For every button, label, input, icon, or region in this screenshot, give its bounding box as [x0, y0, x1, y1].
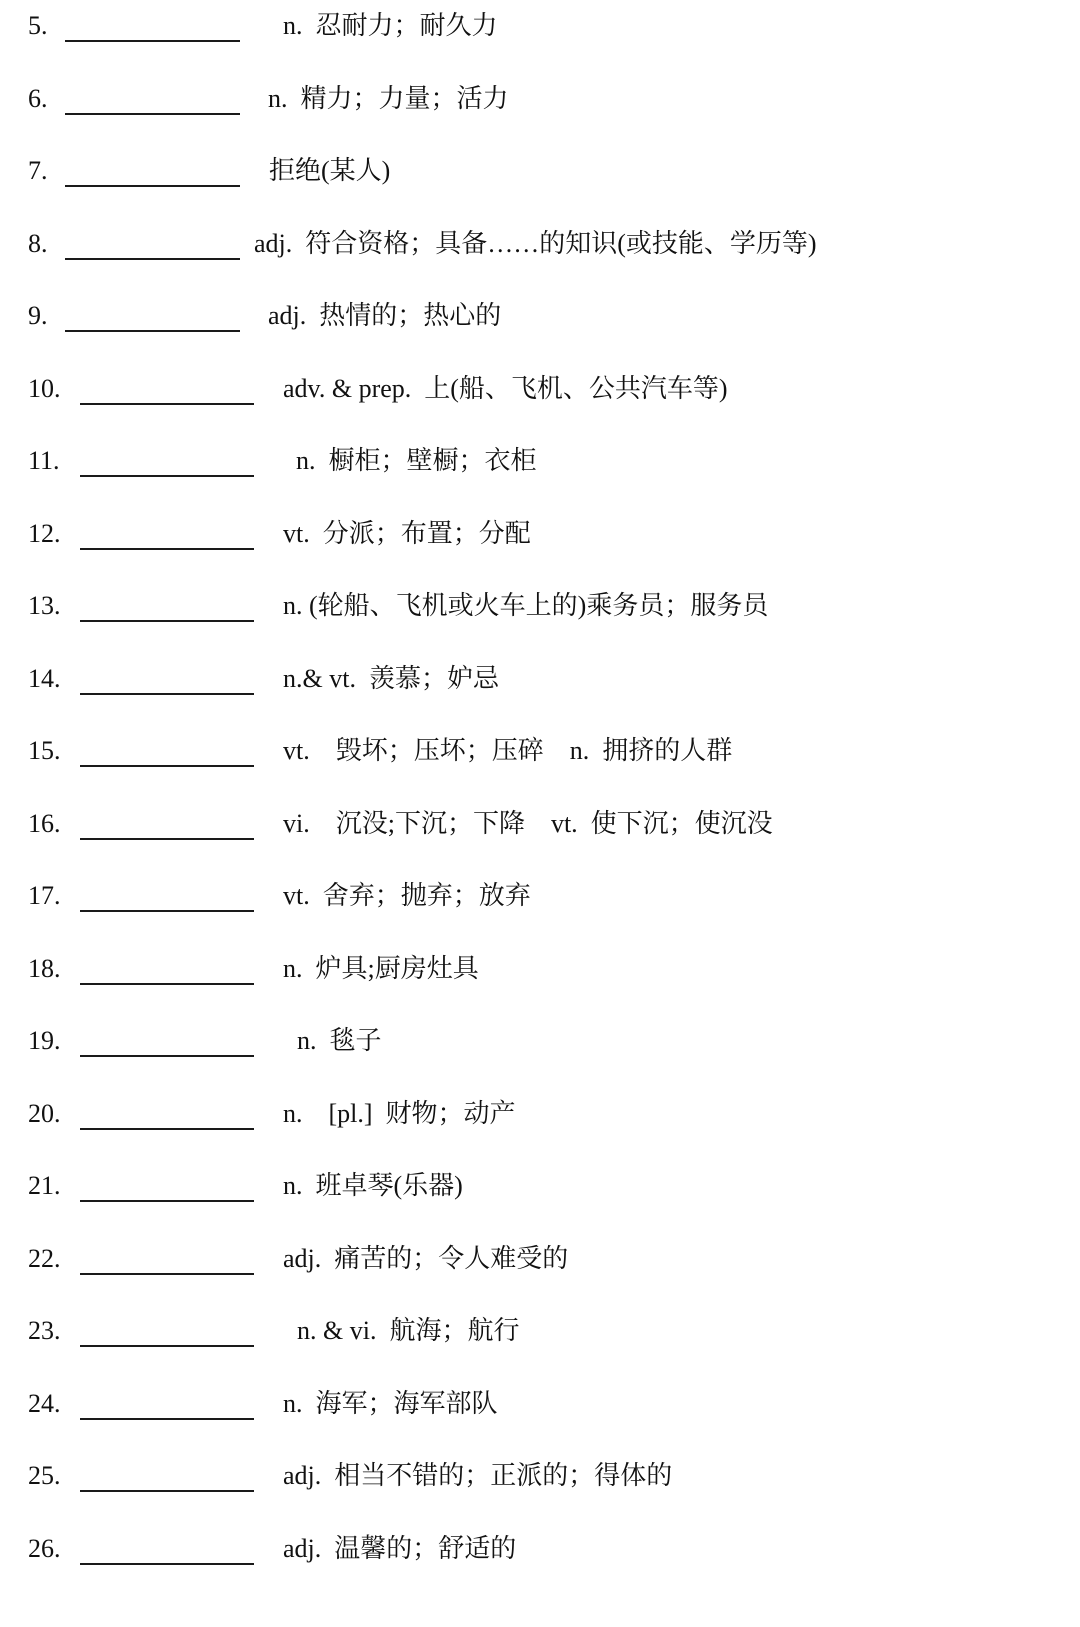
answer-blank[interactable] [65, 113, 240, 115]
vocab-item-row [0, 224, 1080, 264]
answer-blank[interactable] [80, 693, 254, 695]
item-number: 24. [28, 1388, 61, 1418]
item-definition: adj. 温馨的；舒适的 [283, 1533, 517, 1563]
vocab-item-row [0, 6, 1080, 46]
answer-blank[interactable] [80, 1128, 254, 1130]
item-definition: adj. 热情的；热心的 [268, 301, 502, 330]
item-number: 15. [28, 736, 61, 765]
item-definition: 拒绝(某人) [269, 156, 391, 185]
item-number: 12. [28, 518, 61, 548]
vocab-item-row [0, 876, 1080, 916]
vocab-item-row [0, 1239, 1080, 1279]
vocab-item-row [0, 296, 1080, 336]
answer-blank[interactable] [65, 40, 240, 42]
answer-blank[interactable] [80, 1418, 254, 1420]
item-number: 26. [28, 1533, 61, 1563]
answer-blank[interactable] [80, 983, 254, 985]
vocab-item-row [0, 1311, 1080, 1351]
vocab-item-row [0, 79, 1080, 119]
vocab-item-row [0, 1456, 1080, 1496]
answer-blank[interactable] [65, 185, 240, 187]
item-number: 23. [28, 1316, 61, 1345]
vocab-item-row [0, 514, 1080, 554]
vocab-item-row [0, 1529, 1080, 1569]
item-number: 7. [28, 156, 48, 185]
item-number: 22. [28, 1243, 61, 1273]
item-definition: n. 炉具;厨房灶具 [283, 953, 479, 983]
answer-blank[interactable] [80, 548, 254, 550]
item-number: 20. [28, 1098, 61, 1128]
item-number: 13. [28, 591, 61, 620]
item-definition: n. [pl.] 财物；动产 [283, 1098, 516, 1128]
item-definition: vt. 毁坏；压坏；压碎 n. 拥挤的人群 [283, 736, 733, 765]
item-definition: n. 海军；海军部队 [283, 1388, 498, 1418]
vocab-item-row [0, 586, 1080, 626]
item-number: 18. [28, 953, 61, 983]
answer-blank[interactable] [80, 1490, 254, 1492]
answer-blank[interactable] [80, 1200, 254, 1202]
vocab-item-row [0, 804, 1080, 844]
answer-blank[interactable] [80, 1345, 254, 1347]
item-definition: n. 忍耐力；耐久力 [283, 11, 498, 40]
vocab-item-row [0, 1021, 1080, 1061]
answer-blank[interactable] [80, 620, 254, 622]
item-definition: adv. & prep. 上(船、飞机、公共汽车等) [283, 373, 728, 403]
item-definition: n. & vi. 航海；航行 [297, 1316, 520, 1345]
vocab-item-row [0, 369, 1080, 409]
answer-blank[interactable] [80, 765, 254, 767]
item-number: 25. [28, 1461, 61, 1490]
answer-blank[interactable] [80, 475, 254, 477]
item-definition: vt. 分派；布置；分配 [283, 518, 531, 548]
answer-blank[interactable] [65, 330, 240, 332]
item-number: 17. [28, 881, 61, 910]
item-number: 6. [28, 83, 48, 113]
item-number: 5. [28, 11, 48, 40]
answer-blank[interactable] [65, 258, 240, 260]
item-definition: n. 精力；力量；活力 [268, 83, 509, 113]
item-definition: n.& vt. 羡慕；妒忌 [283, 663, 499, 693]
item-definition: n. 橱柜；壁橱；衣柜 [296, 446, 537, 475]
item-number: 19. [28, 1026, 61, 1055]
answer-blank[interactable] [80, 1055, 254, 1057]
vocab-item-row [0, 731, 1080, 771]
vocab-item-row [0, 151, 1080, 191]
item-number: 10. [28, 373, 61, 403]
vocab-item-row [0, 949, 1080, 989]
answer-blank[interactable] [80, 1563, 254, 1565]
item-number: 8. [28, 228, 48, 258]
vocab-item-row [0, 659, 1080, 699]
answer-blank[interactable] [80, 403, 254, 405]
item-definition: adj. 痛苦的；令人难受的 [283, 1243, 569, 1273]
item-definition: n. (轮船、飞机或火车上的)乘务员；服务员 [283, 591, 769, 620]
item-definition: adj. 符合资格；具备……的知识(或技能、学历等) [254, 228, 817, 258]
answer-blank[interactable] [80, 1273, 254, 1275]
vocab-item-row [0, 1094, 1080, 1134]
answer-blank[interactable] [80, 910, 254, 912]
item-definition: n. 毯子 [297, 1026, 382, 1055]
vocab-item-row [0, 1384, 1080, 1424]
item-number: 16. [28, 808, 61, 838]
item-definition: adj. 相当不错的；正派的；得体的 [283, 1461, 673, 1490]
vocab-item-row [0, 441, 1080, 481]
item-definition: vi. 沉没;下沉；下降 vt. 使下沉；使沉没 [283, 808, 773, 838]
item-definition: n. 班卓琴(乐器) [283, 1171, 463, 1200]
vocab-item-row [0, 1166, 1080, 1206]
item-number: 14. [28, 663, 61, 693]
answer-blank[interactable] [80, 838, 254, 840]
item-number: 11. [28, 446, 60, 475]
item-definition: vt. 舍弃；抛弃；放弃 [283, 881, 531, 910]
item-number: 9. [28, 301, 48, 330]
item-number: 21. [28, 1171, 61, 1200]
